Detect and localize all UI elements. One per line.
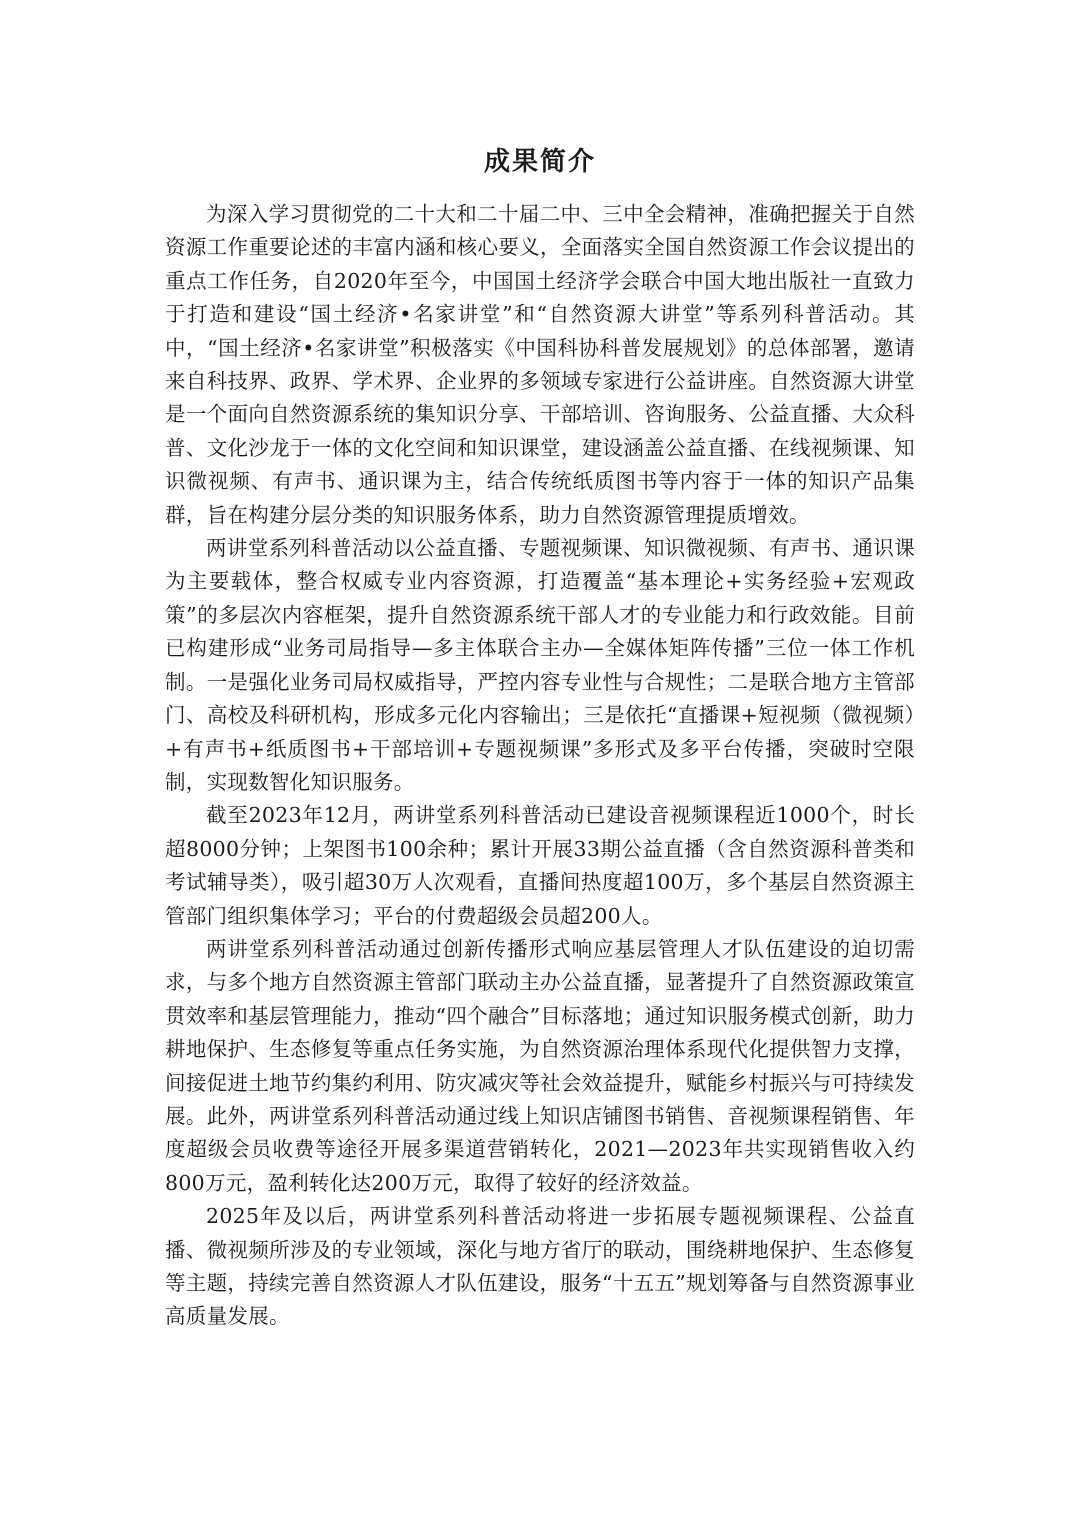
paragraph-mechanism: 两讲堂系列科普活动以公益直播、专题视频课、知识微视频、有声书、通识课为主要载体，整合权威专业内容资源，打造覆盖“基本理论+实务经验+宏观政策”的多层次内容框架，提升自然资源系统干部人才的专业能力和行政效能。目前已构建形成“业务司局指导—多主体联合主办—全媒体矩阵传播”三位一体工作机制。一是强化业务司局权威指导，严控内容专业性与合规性；二是联合地方主管部门、高校及科研机构，形成多元化内容输出；三是依托“直播课+短视频（微视频）+有声书+纸质图书+干部培训+专题视频课”多形式及多平台传播，突破时空限制，实现数智化知识服务。	[165, 536, 915, 794]
paragraph-results: 截至2023年12月，两讲堂系列科普活动已建设音视频课程近1000个，时长超8000分钟；上架图书100余种；累计开展33期公益直播（含自然资源科普类和考试辅导类），吸引超30万人次观看，直播间热度超100万，多个基层自然资源主管部门组织集体学习；平台的付费超级会员超200人。	[165, 803, 915, 928]
document-body	[165, 198, 915, 1334]
paragraph-benefits: 两讲堂系列科普活动通过创新传播形式响应基层管理人才队伍建设的迫切需求，与多个地方自然资源主管部门联动主办公益直播，显著提升了自然资源政策宣贯效率和基层管理能力，推动“四个融合”目标落地；通过知识服务模式创新，助力耕地保护、生态修复等重点任务实施，为自然资源治理体系现代化提供智力支撑，间接促进土地节约集约利用、防灾减灾等社会效益提升，赋能乡村振兴与可持续发展。此外，两讲堂系列科普活动通过线上知识店铺图书销售、音视频课程销售、年度超级会员收费等途径开展多渠道营销转化，2021—2023年共实现销售收入约800万元，盈利转化达200万元，取得了较好的经济效益。	[165, 936, 915, 1195]
page-title: 成果简介	[483, 147, 596, 177]
paragraph-intro: 为深入学习贯彻党的二十大和二十届二中、三中全会精神，准确把握关于自然资源工作重要论述的丰富内涵和核心要义，全面落实全国自然资源工作会议提出的重点工作任务，自2020年至今，中国国土经济学会联合中国大地出版社一直致力于打造和建设“国土经济•名家讲堂”和“自然资源大讲堂”等系列科普活动。其中，“国土经济•名家讲堂”积极落实《中国科协科普发展规划》的总体部署，邀请来自科技界、政界、学术界、企业界的多领域专家进行公益讲座。自然资源大讲堂是一个面向自然资源系统的集知识分享、干部培训、咨询服务、公益直播、大众科普、文化沙龙于一体的文化空间和知识课堂，建设涵盖公益直播、在线视频课、知识微视频、有声书、通识课为主，结合传统纸质图书等内容于一体的知识产品集群，旨在构建分层分类的知识服务体系，助力自然资源管理提质增效。	[165, 202, 915, 527]
paragraph-outlook: 2025年及以后，两讲堂系列科普活动将进一步拓展专题视频课程、公益直播、微视频所涉及的专业领域，深化与地方省厅的联动，围绕耕地保护、生态修复等主题，持续完善自然资源人才队伍建设，服务“十五五”规划筹备与自然资源事业高质量发展。	[165, 1204, 915, 1329]
